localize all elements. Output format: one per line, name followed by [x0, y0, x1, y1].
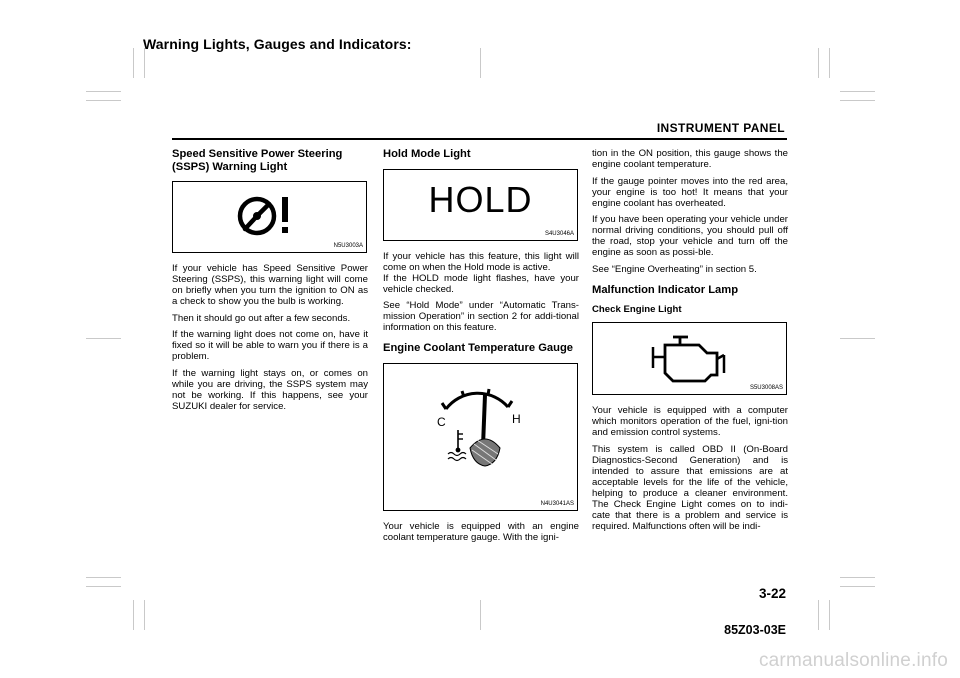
crop-mark	[818, 600, 819, 630]
header-rule	[172, 138, 787, 140]
column-middle	[383, 148, 579, 548]
crop-mark	[840, 586, 875, 587]
crop-mark	[480, 600, 481, 630]
section-header: Warning Lights, Gauges and Indicators:	[143, 36, 412, 52]
paragraph: If the HOLD mode light flashes, have your vehicle checked.	[383, 272, 579, 295]
coolant-gauge-figure	[383, 363, 578, 511]
chapter-title: INSTRUMENT PANEL	[656, 121, 785, 135]
paragraph: See “Engine Overheating” in section 5.	[592, 263, 757, 275]
crop-mark	[840, 100, 875, 101]
crop-mark	[133, 48, 134, 78]
ssps-heading: Speed Sensitive Power Steering (SSPS) Warning Light	[172, 148, 343, 173]
engine-icon	[593, 323, 786, 394]
gauge-cold-label: C	[437, 414, 446, 429]
crop-mark	[829, 48, 830, 78]
paragraph: Your vehicle is equipped with an engine coolant temperature gauge. With the igni-	[383, 520, 579, 543]
paragraph: If you have been operating your vehicle under normal driving conditions, you should pull off the road, stop your vehicle and turn off the engine as soon as possi-ble.	[592, 214, 788, 259]
crop-mark	[829, 600, 830, 630]
document-code: 85Z03-03E	[724, 623, 786, 637]
paragraph: Your vehicle is equipped with a computer which monitors operation of the fuel, igni-tion and emission control systems.	[592, 405, 788, 439]
paragraph: If the warning light does not come on, have it fixed so it will be able to warn you if there is a problem.	[172, 329, 368, 363]
check-engine-subheading: Check Engine Light	[592, 304, 682, 316]
column-right	[592, 148, 788, 537]
crop-mark	[480, 48, 481, 78]
watermark: carmanualsonline.info	[758, 650, 948, 671]
figure-code: N4U3041AS	[540, 500, 574, 507]
paragraph: If the gauge pointer moves into the red area, your engine is too hot! It means that your engine coolant has overheated.	[592, 175, 788, 209]
crop-mark	[840, 91, 875, 92]
paragraph: If your vehicle has Speed Sensitive Power Steering (SSPS), this warning light will come on briefly when you turn the ignition to ON as a check to show you the bulb is working.	[172, 263, 368, 307]
crop-mark	[86, 586, 121, 587]
check-engine-figure	[592, 322, 787, 395]
column-left	[172, 148, 368, 417]
crop-mark	[144, 48, 145, 78]
temperature-gauge-icon	[384, 364, 577, 510]
crop-mark	[840, 338, 875, 339]
crop-mark	[144, 600, 145, 630]
figure-code: S5U3008AS	[749, 385, 783, 392]
hold-icon: HOLD	[428, 178, 533, 220]
paragraph: If your vehicle has this feature, this light will come on when the Hold mode is active.	[383, 250, 579, 273]
figure-code: S4U3046A	[544, 230, 574, 237]
malfunction-lamp-heading: Malfunction Indicator Lamp	[592, 283, 739, 296]
hold-mode-heading: Hold Mode Light	[383, 148, 471, 160]
crop-mark	[840, 577, 875, 578]
crop-mark	[86, 91, 121, 92]
paragraph: Then it should go out after a few seconds.	[172, 312, 351, 324]
crop-mark	[86, 100, 121, 101]
paragraph: This system is called OBD II (On-Board Diagnostics-Second Generation) and is intended to assure that emissions are at acceptable levels for the life of the vehicle, helping to produce a cleaner environment. The Check Engine Light comes on to indi-cate that there is a problem and service is required. Malfunctions often will be indi-	[592, 443, 788, 532]
crop-mark	[86, 577, 121, 578]
hold-light-figure	[383, 169, 578, 241]
crop-mark	[818, 48, 819, 78]
paragraph: If the warning light stays on, or comes on while you are driving, the SSPS system may not be working. If this happens, see your SUZUKI dealer for service.	[172, 367, 368, 412]
paragraph: tion in the ON position, this gauge shows the engine coolant temperature.	[592, 148, 788, 170]
paragraph: See “Hold Mode” under “Automatic Trans-mission Operation” in section 2 for addi-tional information on this feature.	[383, 300, 579, 334]
crop-mark	[133, 600, 134, 630]
ssps-warning-figure	[172, 181, 367, 253]
steering-wheel-warning-icon	[173, 182, 366, 252]
figure-code: N5U3003A	[333, 243, 363, 249]
crop-mark	[86, 338, 121, 339]
coolant-gauge-heading: Engine Coolant Temperature Gauge	[383, 342, 574, 355]
page-number: 3-22	[758, 586, 786, 601]
gauge-hot-label: H	[512, 411, 521, 426]
